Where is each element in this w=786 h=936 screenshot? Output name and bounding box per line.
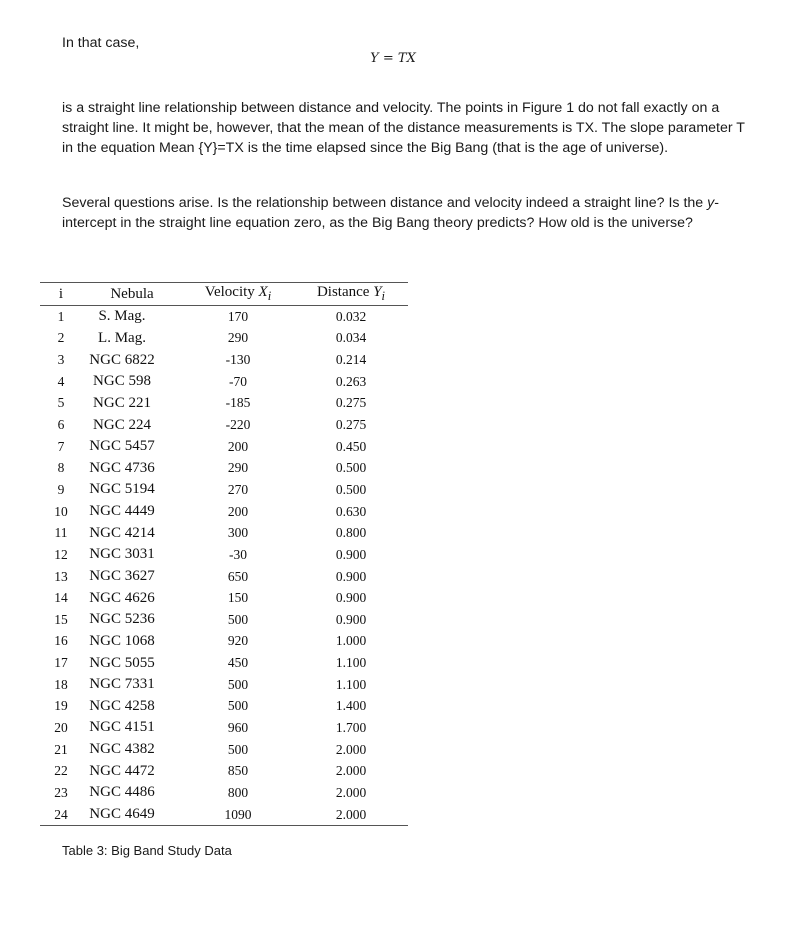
header-velocity-label: Velocity (204, 284, 259, 300)
header-velocity-sub: i (267, 289, 272, 303)
cell-nebula (82, 306, 182, 328)
cell-nebula (82, 696, 182, 718)
cell-velocity: -30 (229, 546, 247, 562)
table-row (40, 717, 408, 739)
cell-velocity: 500 (227, 741, 249, 757)
cell-distance: 1.100 (335, 655, 367, 671)
nebula-name: NGC 4258 (89, 697, 155, 714)
cell-nebula (82, 544, 182, 566)
big-bang-data-table (40, 282, 408, 826)
cell-velocity: -70 (229, 373, 247, 389)
cell-index: 24 (40, 804, 82, 826)
cell-index: 16 (54, 633, 68, 649)
table-row (40, 696, 408, 718)
cell-distance: 0.032 (335, 308, 367, 324)
nebula-name: L. Mag. (98, 329, 146, 346)
cell-velocity: 200 (227, 503, 249, 519)
cell-index: 18 (54, 676, 68, 692)
nebula-name: NGC 598 (93, 373, 151, 390)
cell-velocity: 500 (227, 698, 249, 714)
cell-velocity: -130 (225, 352, 251, 368)
cell-nebula (82, 457, 182, 479)
header-velocity (182, 283, 294, 306)
paragraph-questions-part2: -intercept in the straight line equation zero, as the Big Bang theory predicts? How old is the universe? (62, 195, 719, 231)
header-distance (294, 283, 408, 306)
cell-distance: 2.000 (335, 763, 367, 779)
nebula-name: NGC 4626 (89, 589, 155, 606)
table-row (40, 436, 408, 458)
cell-distance: 0.900 (335, 611, 367, 627)
cell-index: 14 (54, 590, 68, 606)
cell-distance: 0.500 (335, 460, 367, 476)
cell-nebula (82, 522, 182, 544)
cell-distance: 0.034 (335, 330, 367, 346)
table-row (40, 631, 408, 653)
cell-distance: 0.500 (335, 481, 367, 497)
paragraph-questions-part1: Several questions arise. Is the relationship between distance and velocity indeed a straight line? Is the (62, 195, 708, 211)
cell-index: 19 (54, 698, 68, 714)
cell-index: 7 (57, 438, 65, 454)
cell-distance: 1.700 (335, 719, 367, 735)
table-row (40, 393, 408, 415)
header-distance-sub: i (381, 289, 386, 303)
cell-index: 11 (54, 525, 68, 541)
cell-nebula (82, 782, 182, 804)
nebula-name: NGC 4151 (89, 719, 155, 736)
table-row (40, 328, 408, 350)
table-row (40, 739, 408, 761)
table-header-row (40, 283, 408, 306)
cell-distance: 0.214 (335, 352, 367, 368)
cell-velocity: -220 (225, 417, 251, 433)
cell-velocity: 290 (227, 460, 249, 476)
cell-velocity: 300 (227, 525, 249, 541)
cell-index: 3 (57, 352, 65, 368)
table-row (40, 479, 408, 501)
header-nebula: Nebula (82, 283, 182, 306)
cell-nebula (82, 371, 182, 393)
nebula-name: NGC 4214 (89, 524, 155, 541)
cell-distance: 1.000 (335, 633, 367, 649)
nebula-name: NGC 5055 (89, 654, 155, 671)
cell-distance: 2.000 (335, 741, 367, 757)
cell-distance: 0.275 (335, 417, 367, 433)
cell-index: 15 (54, 611, 68, 627)
cell-velocity: 170 (227, 308, 249, 324)
cell-velocity: -185 (225, 395, 251, 411)
cell-nebula (82, 501, 182, 523)
cell-index: 23 (54, 784, 68, 800)
nebula-name: NGC 3031 (89, 546, 155, 563)
nebula-name: NGC 5194 (89, 481, 155, 498)
equation: Y = TX (370, 51, 416, 66)
cell-index: 5 (57, 395, 65, 411)
nebula-name: NGC 1068 (89, 632, 155, 649)
cell-nebula (82, 328, 182, 350)
nebula-name: NGC 4449 (89, 503, 155, 520)
table-row (40, 566, 408, 588)
table-row (40, 760, 408, 782)
table-row (40, 804, 408, 826)
cell-nebula (82, 760, 182, 782)
nebula-name: S. Mag. (98, 308, 146, 325)
nebula-name: NGC 5457 (89, 438, 155, 455)
cell-velocity: 960 (227, 719, 249, 735)
nebula-name: NGC 7331 (89, 676, 155, 693)
nebula-name: NGC 4649 (89, 806, 155, 823)
nebula-name: NGC 4736 (89, 459, 155, 476)
cell-velocity: 500 (227, 676, 249, 692)
cell-velocity: 1090 (182, 804, 294, 826)
cell-nebula (82, 566, 182, 588)
cell-nebula (82, 631, 182, 653)
table-body (40, 306, 408, 826)
cell-velocity: 270 (227, 481, 249, 497)
cell-velocity: 800 (227, 784, 249, 800)
header-velocity-var: X (258, 284, 268, 300)
table-row (40, 414, 408, 436)
header-distance-var: Y (373, 284, 382, 300)
cell-distance: 0.275 (335, 395, 367, 411)
nebula-name: NGC 4382 (89, 741, 155, 758)
table-row (40, 306, 408, 328)
paragraph-questions-italic: y (707, 195, 715, 211)
paragraph-questions (62, 193, 748, 233)
table-row (40, 371, 408, 393)
cell-velocity: 450 (227, 655, 249, 671)
cell-index: 12 (54, 546, 68, 562)
cell-nebula (82, 739, 182, 761)
cell-index: 1 (57, 308, 65, 324)
cell-distance: 0.263 (335, 373, 367, 389)
nebula-name: NGC 6822 (89, 351, 155, 368)
paragraph-distance-velocity: is a straight line relationship between distance and velocity. The points in Figure 1 do not fall exactly on a straight line. It might be, however, that the mean of the distance measurements is TX. The slope parameter T in the equation Mean {Y}=TX is the time elapsed since the Big Bang (that is the age of universe). (62, 100, 745, 156)
cell-nebula (82, 674, 182, 696)
cell-distance: 0.900 (335, 590, 367, 606)
cell-index: 17 (54, 655, 68, 671)
cell-distance: 2.000 (335, 784, 367, 800)
cell-nebula (82, 414, 182, 436)
table-row (40, 587, 408, 609)
cell-velocity: 200 (227, 438, 249, 454)
cell-distance: 0.800 (335, 525, 367, 541)
cell-index: 13 (54, 568, 68, 584)
cell-nebula (82, 804, 182, 826)
cell-distance: 2.000 (294, 804, 408, 826)
nebula-name: NGC 224 (93, 416, 151, 433)
table-row (40, 349, 408, 371)
table-row (40, 501, 408, 523)
cell-index: 10 (54, 503, 68, 519)
table-row (40, 674, 408, 696)
intro-text: In that case, (62, 35, 140, 51)
cell-index: 4 (57, 373, 65, 389)
cell-distance: 0.900 (335, 546, 367, 562)
nebula-name: NGC 221 (93, 394, 151, 411)
header-distance-label: Distance (316, 284, 374, 300)
nebula-name: NGC 5236 (89, 611, 155, 628)
cell-distance: 0.900 (335, 568, 367, 584)
cell-nebula (82, 436, 182, 458)
table-row (40, 652, 408, 674)
cell-distance: 0.450 (335, 438, 367, 454)
cell-index: 6 (57, 417, 65, 433)
cell-nebula (82, 349, 182, 371)
cell-nebula (82, 717, 182, 739)
table-row (40, 544, 408, 566)
table-row (40, 522, 408, 544)
table-caption: Table 3: Big Band Study Data (62, 843, 232, 858)
nebula-name: NGC 3627 (89, 568, 155, 584)
cell-index: 22 (54, 763, 68, 779)
nebula-name: NGC 4472 (89, 762, 155, 779)
cell-velocity: 920 (227, 633, 249, 649)
cell-distance: 1.400 (335, 698, 367, 714)
cell-index: 2 (57, 330, 65, 346)
cell-index: 8 (57, 460, 65, 476)
table-row (40, 457, 408, 479)
cell-velocity: 650 (227, 568, 249, 584)
cell-velocity: 500 (227, 611, 249, 627)
nebula-name: NGC 4486 (89, 784, 155, 801)
cell-index: 21 (54, 741, 68, 757)
header-index: i (40, 283, 82, 306)
cell-nebula (82, 609, 182, 631)
table-row (40, 782, 408, 804)
cell-nebula (82, 393, 182, 415)
cell-velocity: 150 (227, 590, 249, 606)
cell-nebula (82, 652, 182, 674)
table-row (40, 609, 408, 631)
cell-velocity: 290 (227, 330, 249, 346)
cell-nebula (82, 587, 182, 609)
cell-distance: 0.630 (335, 503, 367, 519)
cell-velocity: 850 (227, 763, 249, 779)
cell-index: 20 (54, 719, 68, 735)
cell-index: 9 (57, 481, 65, 497)
cell-nebula (82, 479, 182, 501)
cell-distance: 1.100 (335, 676, 367, 692)
